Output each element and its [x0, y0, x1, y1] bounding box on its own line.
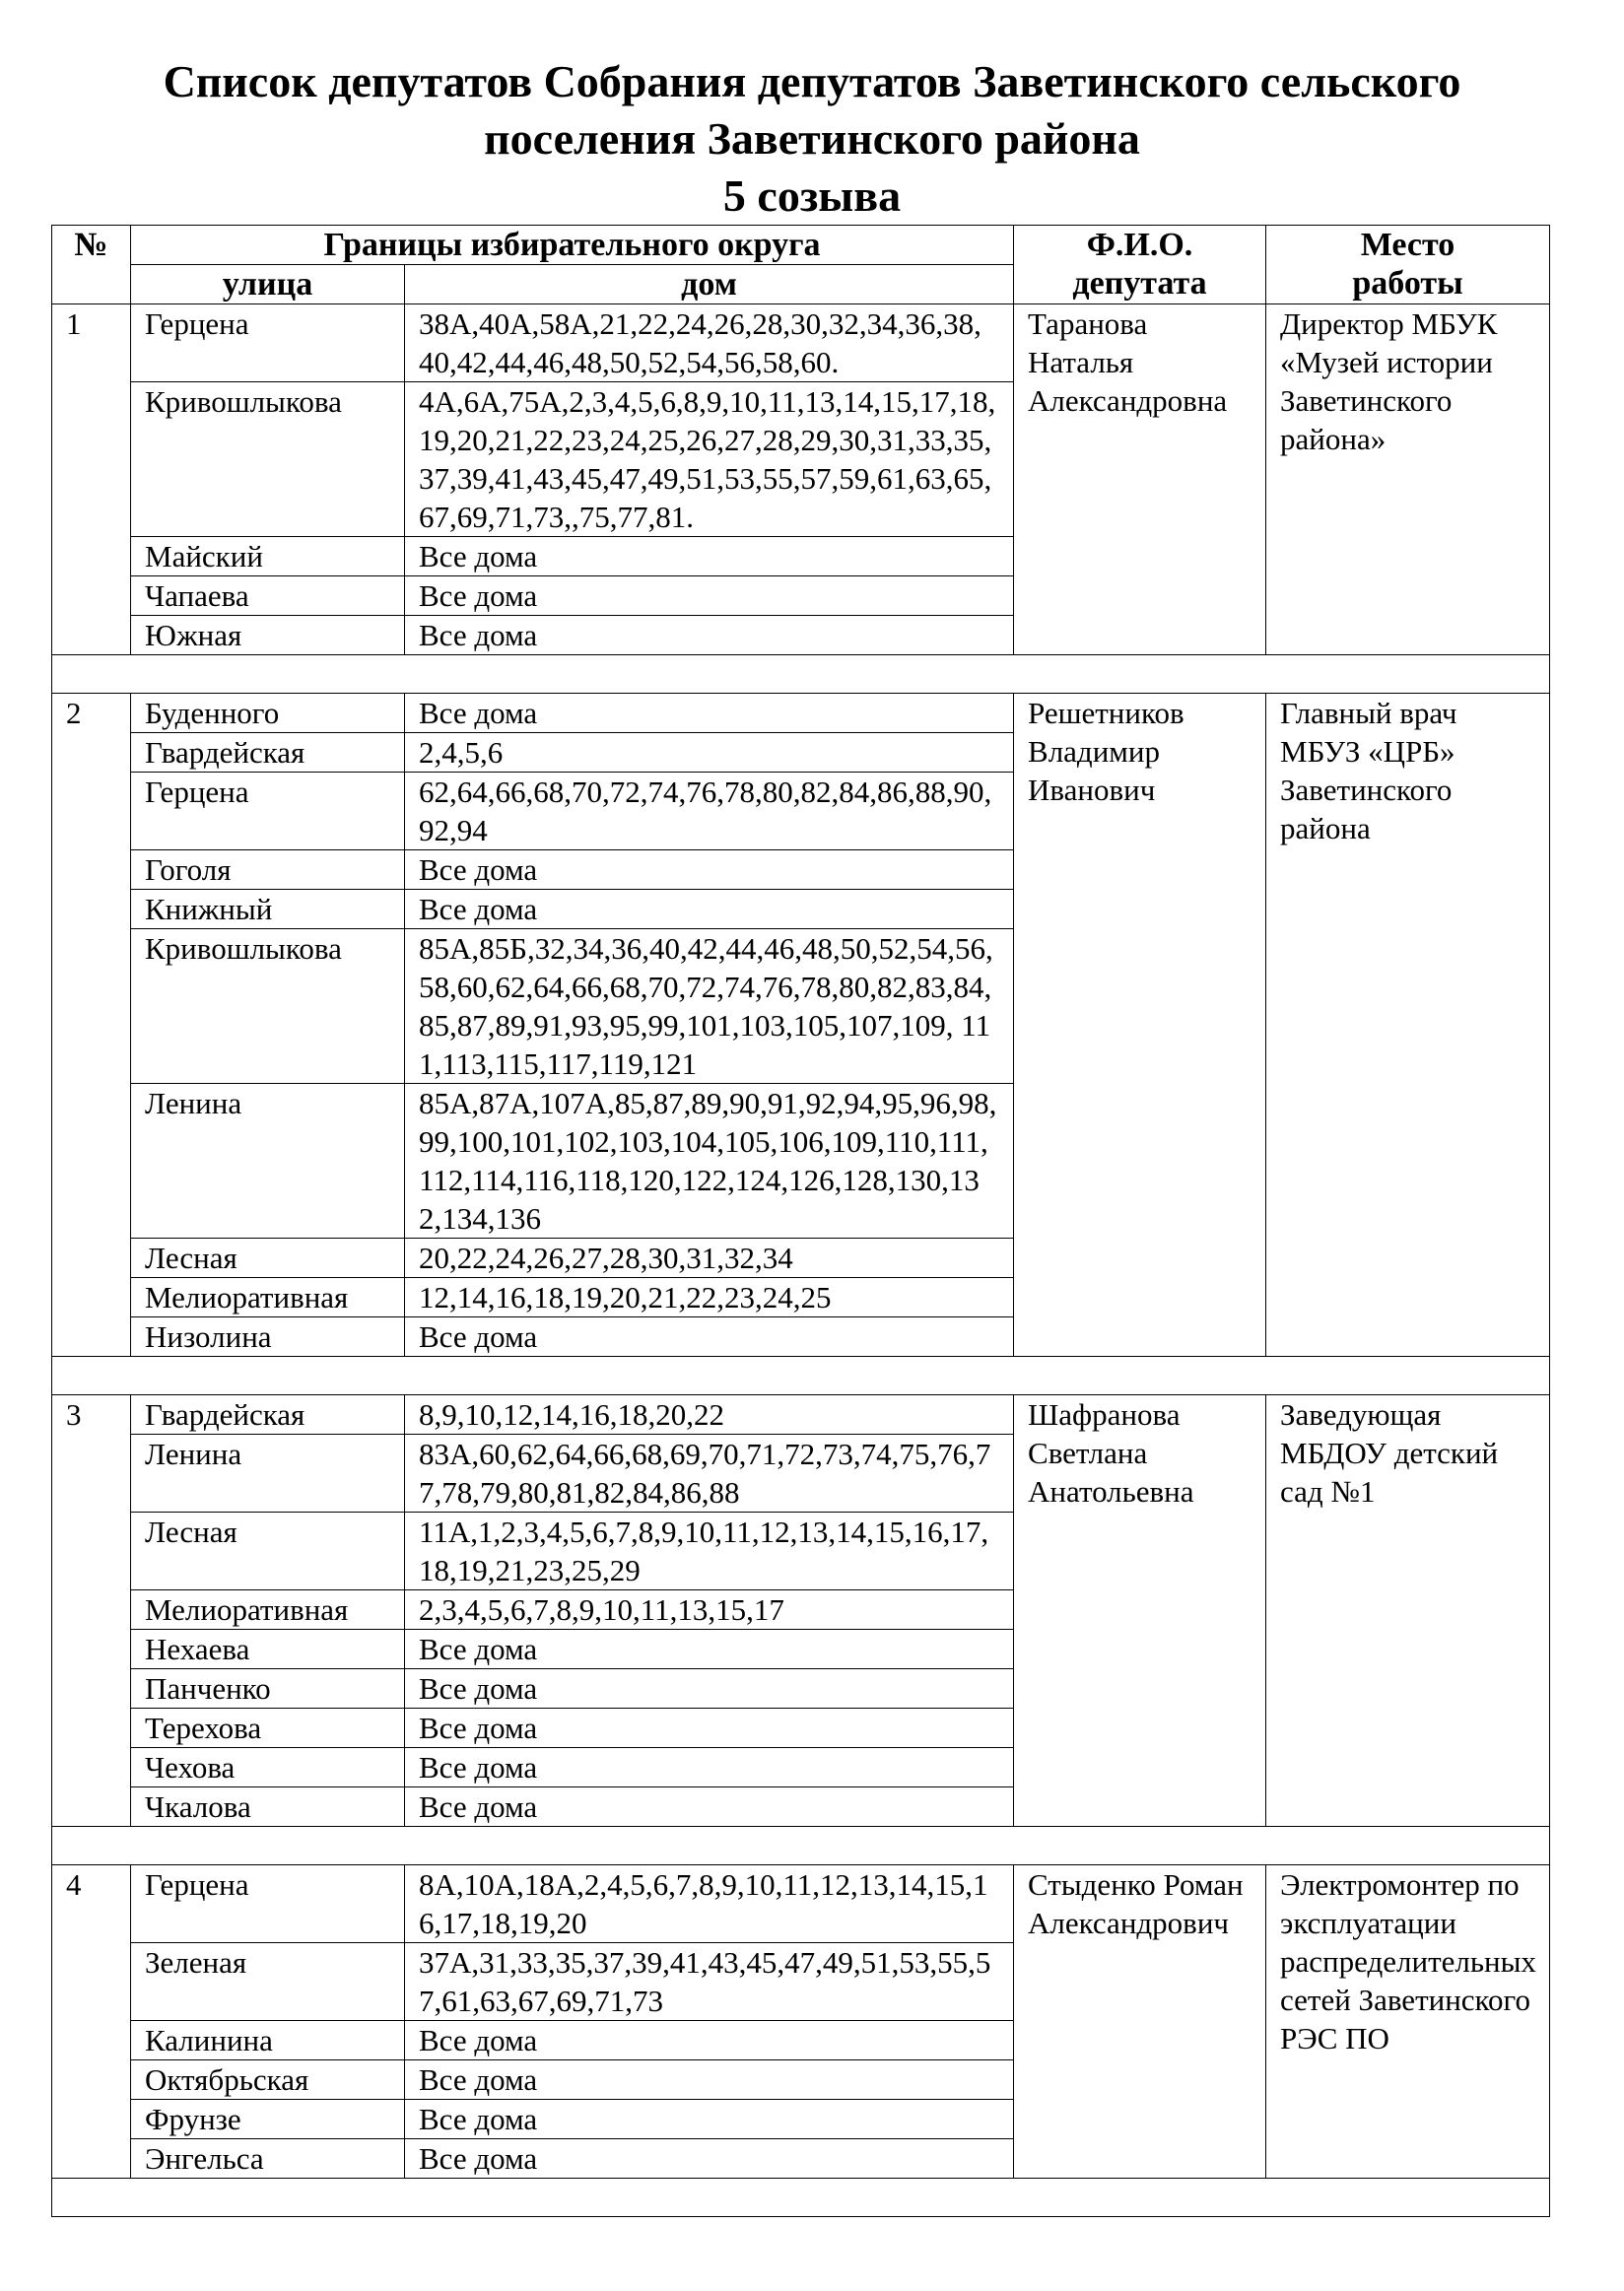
houses-cell: Все дома	[405, 850, 1014, 890]
table-row	[52, 304, 1550, 382]
houses-cell: Все дома	[405, 890, 1014, 929]
houses-cell: Все дома	[405, 2060, 1014, 2100]
houses-cell: 83А,60,62,64,66,68,69,70,71,72,73,74,75,76,77,78,79,80,81,82,84,86,88	[405, 1435, 1014, 1513]
houses-cell: 20,22,24,26,27,28,30,31,32,34	[405, 1239, 1014, 1278]
district-separator	[52, 1827, 1550, 1865]
table-body	[52, 304, 1550, 2217]
table-row	[52, 1395, 1550, 1435]
houses-cell: 38А,40А,58А,21,22,24,26,28,30,32,34,36,38, 40,42,44,46,48,50,52,54,56,58,60.	[405, 304, 1014, 382]
deputies-table	[51, 225, 1550, 2217]
street-cell: Книжный	[131, 890, 405, 929]
houses-cell: 4А,6А,75А,2,3,4,5,6,8,9,10,11,13,14,15,17,18,19,20,21,22,23,24,25,26,27,28,29,30,31,33,35,37,39,41,43,45,47,49,51,53,55,57,59,61,63,65,67,69,71,73,,75,77,81.	[405, 382, 1014, 537]
header-work	[1266, 226, 1550, 304]
street-cell: Кривошлыкова	[131, 382, 405, 537]
houses-cell: Все дома	[405, 1787, 1014, 1827]
street-cell: Калинина	[131, 2021, 405, 2060]
houses-cell: 37А,31,33,35,37,39,41,43,45,47,49,51,53,55,57,61,63,67,69,71,73	[405, 1943, 1014, 2021]
workplace: Электромонтер по эксплуатации распределительных сетей Заветинского РЭС ПО	[1266, 1865, 1550, 2179]
street-cell: Гвардейская	[131, 733, 405, 773]
houses-cell: Все дома	[405, 2100, 1014, 2139]
district-number: 2	[52, 694, 131, 1357]
houses-cell: Все дома	[405, 2021, 1014, 2060]
deputy-name: Решетников Владимир Иванович	[1014, 694, 1266, 1357]
separator-cell	[52, 1827, 1550, 1865]
street-cell: Южная	[131, 616, 405, 655]
table-row	[52, 694, 1550, 733]
district-number: 4	[52, 1865, 131, 2179]
houses-cell: 2,4,5,6	[405, 733, 1014, 773]
street-cell: Терехова	[131, 1709, 405, 1748]
street-cell: Буденного	[131, 694, 405, 733]
deputy-name: Шафранова Светлана Анатольевна	[1014, 1395, 1266, 1827]
houses-cell: 2,3,4,5,6,7,8,9,10,11,13,15,17	[405, 1590, 1014, 1630]
workplace: Директор МБУК «Музей истории Заветинского района»	[1266, 304, 1550, 655]
header-house: дом	[405, 265, 1014, 304]
houses-cell: 85А,85Б,32,34,36,40,42,44,46,48,50,52,54,56,58,60,62,64,66,68,70,72,74,76,78,80,82,83,84,85,87,89,91,93,95,99,101,103,105,107,109, 111,113,115,117,119,121	[405, 929, 1014, 1084]
street-cell: Чкалова	[131, 1787, 405, 1827]
district-separator	[52, 1357, 1550, 1395]
separator-cell	[52, 655, 1550, 694]
header-work-line-1: Место	[1360, 227, 1455, 263]
street-cell: Чехова	[131, 1748, 405, 1787]
street-cell: Ленина	[131, 1084, 405, 1239]
title-line-2: поселения Заветинского района	[484, 113, 1140, 164]
district-separator	[52, 2179, 1550, 2217]
street-cell: Лесная	[131, 1513, 405, 1590]
header-fio-line-2: депутата	[1072, 265, 1207, 302]
houses-cell: Все дома	[405, 1709, 1014, 1748]
street-cell: Майский	[131, 537, 405, 576]
houses-cell: 8А,10А,18А,2,4,5,6,7,8,9,10,11,12,13,14,15,16,17,18,19,20	[405, 1865, 1014, 1943]
table-row	[52, 1865, 1550, 1943]
houses-cell: Все дома	[405, 576, 1014, 616]
street-cell: Фрунзе	[131, 2100, 405, 2139]
header-fio	[1014, 226, 1266, 304]
houses-cell: 12,14,16,18,19,20,21,22,23,24,25	[405, 1278, 1014, 1317]
street-cell: Гоголя	[131, 850, 405, 890]
title-line-3: 5 созыва	[722, 170, 902, 221]
separator-cell	[52, 2179, 1550, 2217]
deputy-name: Стыденко Роман Александрович	[1014, 1865, 1266, 2179]
street-cell: Панченко	[131, 1669, 405, 1709]
workplace: Заведующая МБДОУ детский сад №1	[1266, 1395, 1550, 1827]
street-cell: Герцена	[131, 1865, 405, 1943]
houses-cell: 11А,1,2,3,4,5,6,7,8,9,10,11,12,13,14,15,16,17,18,19,21,23,25,29	[405, 1513, 1014, 1590]
header-work-line-2: работы	[1352, 265, 1463, 302]
street-cell: Низолина	[131, 1317, 405, 1357]
street-cell: Мелиоративная	[131, 1278, 405, 1317]
houses-cell: 8,9,10,12,14,16,18,20,22	[405, 1395, 1014, 1435]
houses-cell: Все дома	[405, 694, 1014, 733]
deputy-name: Таранова Наталья Александровна	[1014, 304, 1266, 655]
street-cell: Чапаева	[131, 576, 405, 616]
header-fio-line-1: Ф.И.О.	[1086, 227, 1193, 263]
street-cell: Энгельса	[131, 2139, 405, 2179]
houses-cell: Все дома	[405, 1630, 1014, 1669]
houses-cell: 85А,87А,107А,85,87,89,90,91,92,94,95,96,98,99,100,101,102,103,104,105,106,109,110,111,112,114,116,118,120,122,124,126,128,130,132,134,136	[405, 1084, 1014, 1239]
street-cell: Лесная	[131, 1239, 405, 1278]
header-num: №	[52, 226, 131, 304]
district-number: 3	[52, 1395, 131, 1827]
street-cell: Мелиоративная	[131, 1590, 405, 1630]
houses-cell: Все дома	[405, 1317, 1014, 1357]
document-title	[0, 53, 1624, 225]
street-cell: Зеленая	[131, 1943, 405, 2021]
street-cell: Гвардейская	[131, 1395, 405, 1435]
street-cell: Герцена	[131, 773, 405, 850]
street-cell: Нехаева	[131, 1630, 405, 1669]
houses-cell: Все дома	[405, 537, 1014, 576]
street-cell: Ленина	[131, 1435, 405, 1513]
title-line-1: Список депутатов Собрания депутатов Заветинского сельского	[163, 56, 1461, 106]
houses-cell: Все дома	[405, 2139, 1014, 2179]
separator-cell	[52, 1357, 1550, 1395]
houses-cell: 62,64,66,68,70,72,74,76,78,80,82,84,86,88,90,92,94	[405, 773, 1014, 850]
houses-cell: Все дома	[405, 616, 1014, 655]
street-cell: Кривошлыкова	[131, 929, 405, 1084]
header-district: Границы избирательного округа	[131, 226, 1014, 265]
street-cell: Октябрьская	[131, 2060, 405, 2100]
header-street: улица	[131, 265, 405, 304]
workplace: Главный врач МБУЗ «ЦРБ» Заветинского района	[1266, 694, 1550, 1357]
district-number: 1	[52, 304, 131, 655]
houses-cell: Все дома	[405, 1748, 1014, 1787]
houses-cell: Все дома	[405, 1669, 1014, 1709]
district-separator	[52, 655, 1550, 694]
street-cell: Герцена	[131, 304, 405, 382]
